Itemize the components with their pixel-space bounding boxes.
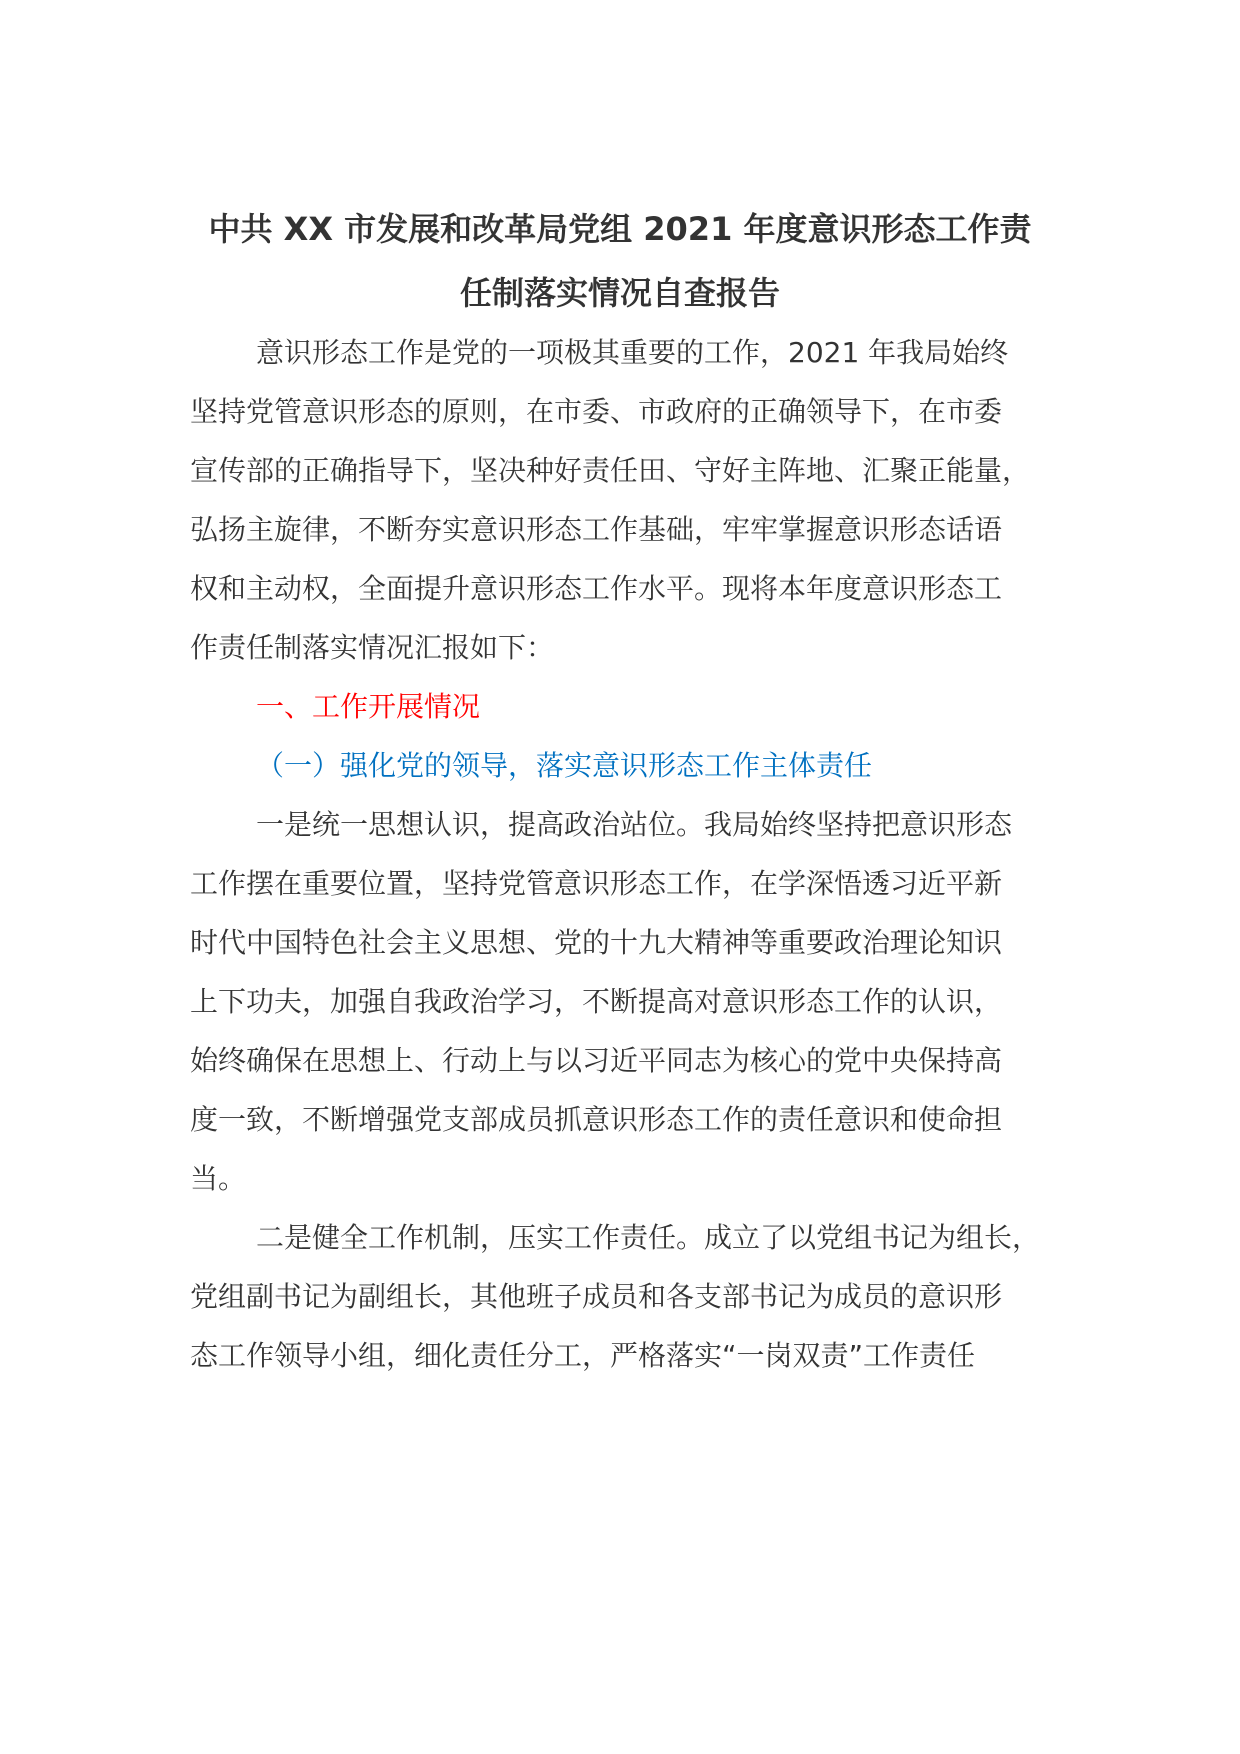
para1-line: 工作摆在重要位置，坚持党管意识形态工作，在学深悟透习近平新: [190, 867, 1003, 900]
para1-line: 当。: [190, 1162, 247, 1195]
para1-line: 上下功夫，加强自我政治学习，不断提高对意识形态工作的认识，: [190, 985, 1003, 1018]
section-heading: 一、工作开展情况: [256, 690, 481, 723]
intro-line: 弘扬主旋律，不断夯实意识形态工作基础，牢牢掌握意识形态话语: [190, 513, 1003, 546]
document-title-line-1: 中共 XX 市发展和改革局党组 2021 年度意识形态工作责: [208, 210, 1032, 248]
para2-line: 党组副书记为副组长，其他班子成员和各支部书记为成员的意识形: [190, 1280, 1003, 1313]
intro-line: 意识形态工作是党的一项极其重要的工作，2021 年我局始终: [256, 336, 1009, 369]
para2-line: 态工作领导小组，细化责任分工，严格落实“一岗双责”工作责任: [190, 1339, 976, 1372]
intro-line: 作责任制落实情况汇报如下：: [190, 631, 555, 664]
para1-line: 一是统一思想认识，提高政治站位。我局始终坚持把意识形态: [256, 808, 1013, 841]
intro-line: 坚持党管意识形态的原则，在市委、市政府的正确领导下，在市委: [190, 395, 1003, 428]
intro-line: 权和主动权，全面提升意识形态工作水平。现将本年度意识形态工: [190, 572, 1003, 605]
document-title-line-2: 任制落实情况自查报告: [459, 274, 780, 312]
para2-line: 二是健全工作机制，压实工作责任。成立了以党组书记为组长，: [256, 1221, 1041, 1254]
para1-line: 度一致，不断增强党支部成员抓意识形态工作的责任意识和使命担: [190, 1103, 1003, 1136]
para1-line: 始终确保在思想上、行动上与以习近平同志为核心的党中央保持高: [190, 1044, 1003, 1077]
intro-line: 宣传部的正确指导下，坚决种好责任田、守好主阵地、汇聚正能量，: [190, 454, 1031, 487]
para1-line: 时代中国特色社会主义思想、党的十九大精神等重要政治理论知识: [190, 926, 1003, 959]
subsection-heading: （一）强化党的领导，落实意识形态工作主体责任: [256, 749, 873, 782]
